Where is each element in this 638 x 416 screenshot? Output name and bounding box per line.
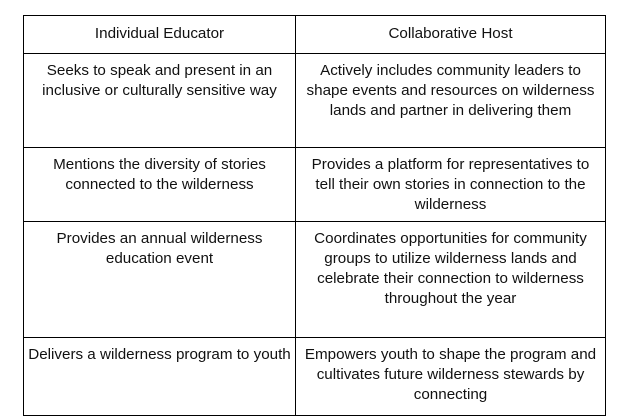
header-individual-educator: Individual Educator: [24, 16, 296, 54]
host-cell: Empowers youth to shape the program and cultivates future wilderness stewards by connecting: [296, 338, 606, 416]
educator-cell: Seeks to speak and present in an inclusive or culturally sensitive way: [24, 54, 296, 148]
host-cell: Provides a platform for representatives to tell their own stories in connection to the wilderness: [296, 148, 606, 222]
comparison-table-container: [23, 15, 605, 416]
host-cell: Coordinates opportunities for community groups to utilize wilderness lands and celebrate their connection to wilderness throughout the year: [296, 222, 606, 338]
comparison-table: [23, 15, 606, 416]
table-row: [24, 222, 606, 338]
header-collaborative-host: Collaborative Host: [296, 16, 606, 54]
table-row: [24, 338, 606, 416]
host-cell: Actively includes community leaders to shape events and resources on wilderness lands and partner in delivering them: [296, 54, 606, 148]
educator-cell: Mentions the diversity of stories connected to the wilderness: [24, 148, 296, 222]
educator-cell: Provides an annual wilderness education event: [24, 222, 296, 338]
table-header-row: [24, 16, 606, 54]
table-row: [24, 54, 606, 148]
educator-cell: Delivers a wilderness program to youth: [24, 338, 296, 416]
table-row: [24, 148, 606, 222]
